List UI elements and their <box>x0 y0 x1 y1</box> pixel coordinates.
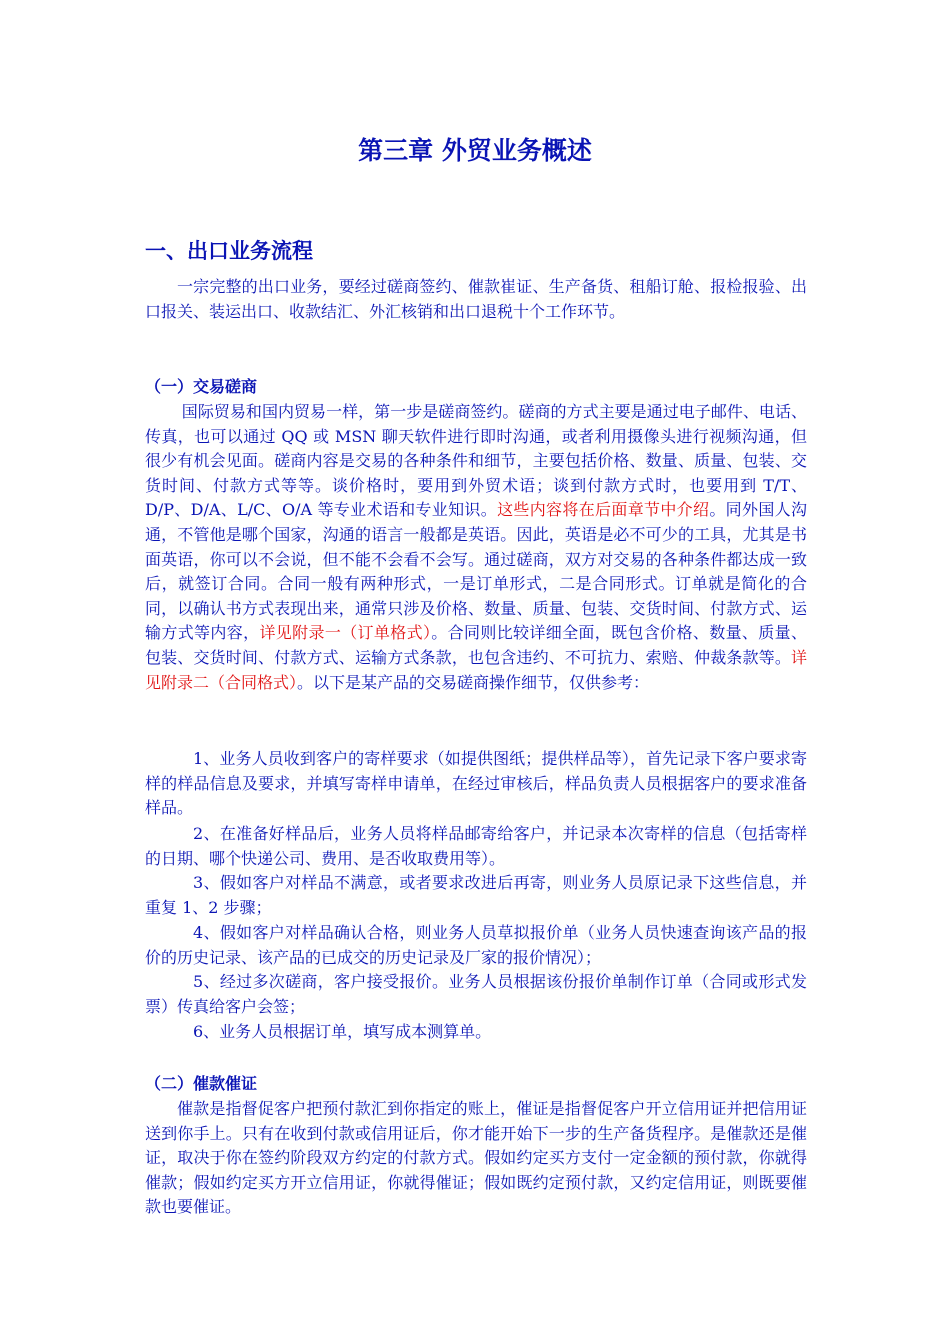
chapter-reference-note: 这些内容将在后面章节中介绍 <box>497 500 710 520</box>
step-5: 5、经过多次磋商，客户接受报价。业务人员根据该份报价单制作订单（合同或形式发票）传真给客户会签； <box>145 972 807 1016</box>
subsection-heading-payment-collection: （二）催款催证 <box>145 1074 258 1093</box>
section-intro-paragraph: 一宗完整的出口业务，要经过磋商签约、催款崔证、生产备货、租船订舱、报检报验、出口报关、装运出口、收款结汇、外汇核销和出口退税十个工作环节。 <box>145 277 807 321</box>
chapter-title: 第三章 外贸业务概述 <box>358 136 592 165</box>
section-heading-export-process: 一、出口业务流程 <box>145 239 313 263</box>
payment-collection-paragraph: 催款是指督促客户把预付款汇到你指定的账上，催证是指督促客户开立信用证并把信用证送到你手上。只有在收到付款或信用证后，你才能开始下一步的生产备货程序。是催款还是催证，取决于你在签约阶段双方约定的付款方式。假如约定买方支付一定金额的预付款，你就得催款；假如约定买方开立信用证，你就得催证；假如既约定预付款，又约定信用证，则既要催款也要催证。 <box>145 1099 807 1217</box>
negotiation-text-4: 。以下是某产品的交易磋商操作细节，仅供参考： <box>297 672 650 692</box>
negotiation-text-3: 。合同则比较详细全面，既包含价格、数量、质量、包装、交货时间、付款方式、运输方式条款，也包含违约、不可抗力、索赔、仲裁条款等。 <box>145 623 807 667</box>
appendix-two-reference: 详见附录二（合同格式） <box>145 647 807 692</box>
step-4: 4、假如客户对样品确认合格，则业务人员草拟报价单（业务人员快速查询该产品的报价的历史记录、该产品的已成交的历史记录及厂家的报价情况）； <box>145 923 807 967</box>
step-2: 2、在准备好样品后，业务人员将样品邮寄给客户，并记录本次寄样的信息（包括寄样的日期、哪个快递公司、费用、是否收取费用等）。 <box>145 824 807 868</box>
negotiation-paragraph <box>145 400 807 695</box>
step-1: 1、业务人员收到客户的寄样要求（如提供图纸；提供样品等），首先记录下客户要求寄样的样品信息及要求，并填写寄样申请单，在经过审核后，样品负责人员根据客户的要求准备样品。 <box>145 749 807 818</box>
appendix-one-reference: 详见附录一（订单格式） <box>259 623 432 643</box>
subsection-heading-negotiation: （一）交易磋商 <box>145 377 258 396</box>
negotiation-text-1: 国际贸易和国内贸易一样，第一步是磋商签约。磋商的方式主要是通过电子邮件、电话、传真，也可以通过 QQ 或 MSN 聊天软件进行即时沟通，或者利用摄像头进行视频沟通，但很少有机会见面。磋商内容是交易的各种条件和细节，主要包括价格、数量、质量、包装、交货时间、付款方式等等。谈价格时，要用到外贸术语；谈到付款方式时，也要用到 T/T、D/P、D/A、L/C、O/A 等专业术语和专业知识。 <box>145 402 807 520</box>
step-3: 3、假如客户对样品不满意，或者要求改进后再寄，则业务人员原记录下这些信息，并重复 1、2 步骤； <box>145 873 807 917</box>
negotiation-text-2: 。同外国人沟通，不管他是哪个国家，沟通的语言一般都是英语。因此，英语是必不可少的工具，尤其是书面英语，你可以不会说，但不能不会看不会写。通过磋商，双方对交易的各种条件都达成一致后，就签订合同。合同一般有两种形式，一是订单形式，二是合同形式。订单就是简化的合同，以确认书方式表现出来，通常只涉及价格、数量、质量、包装、交货时间、付款方式、运输方式等内容， <box>145 500 807 643</box>
step-6: 6、业务人员根据订单，填写成本测算单。 <box>193 1022 492 1041</box>
